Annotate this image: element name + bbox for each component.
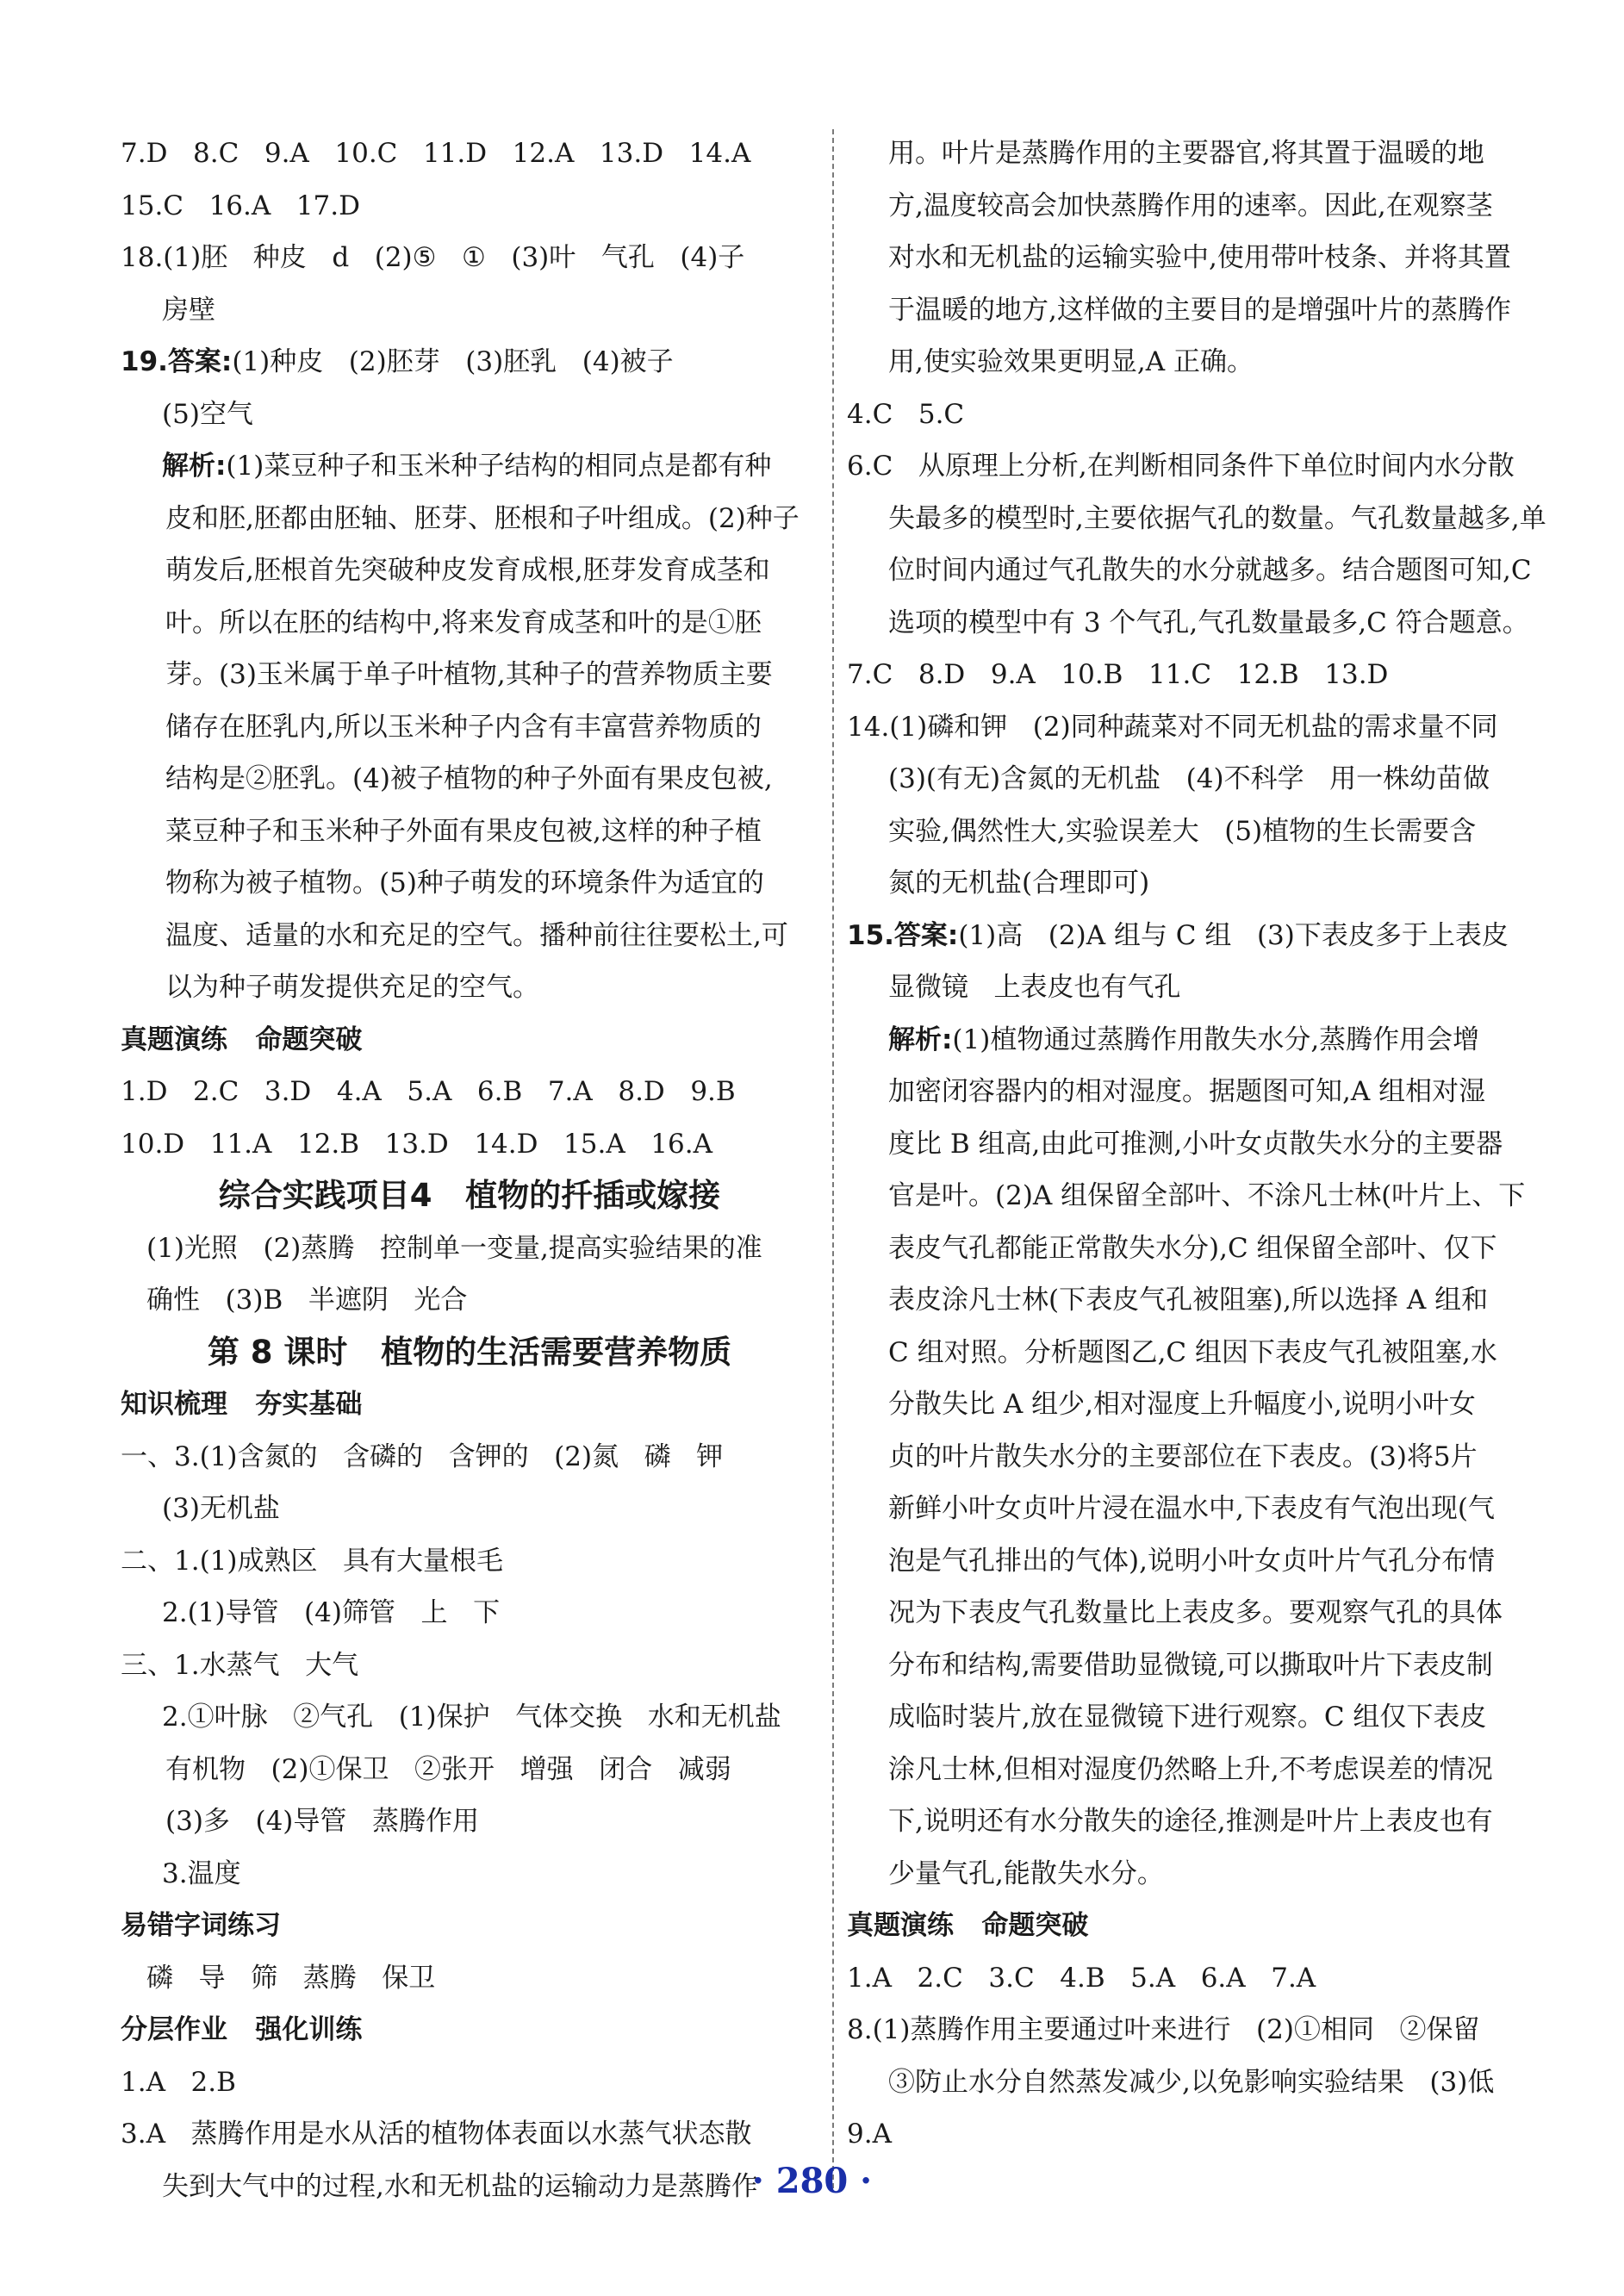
line-text: 7.D 8.C 9.A 10.C 11.D 12.A 13.D 14.A [121,138,751,169]
line-text: 表皮涂凡士林(下表皮气孔被阻塞),所以选择 A 组和 [888,1285,1489,1316]
text-line [847,961,1546,1014]
line-text: 8.(1)蒸腾作用主要通过叶来进行 (2)①相同 ②保留 [847,2014,1480,2045]
text-line [121,1848,818,1901]
text-line [847,597,1546,650]
text-line [121,753,818,806]
answer-label: 解析: [162,451,227,482]
left-column [121,128,818,2212]
line-text: 14.(1)磷和钾 (2)同种蔬菜对不同无机盐的需求量不同 [847,711,1498,743]
text-line [121,1795,818,1848]
text-line [847,1640,1546,1692]
text-line [121,128,818,180]
line-text: (3)无机盐 [162,1493,280,1524]
text-line [121,1223,818,1275]
text-line [121,1274,818,1327]
line-text: 储存在胚乳内,所以玉米种子内含有丰富营养物质的 [165,711,762,743]
text-line [847,2056,1546,2109]
lesson-title [121,1327,818,1379]
text-line [847,1118,1546,1171]
text-line [121,440,818,493]
line-text: 3.A 蒸腾作用是水从活的植物体表面以水蒸气状态散 [121,2119,752,2150]
line-text: ③防止水分自然蒸发减少,以免影响实验结果 (3)低 [888,2066,1495,2098]
line-text: 分层作业 强化训练 [121,2014,363,2045]
line-text: C 组对照。分析题图乙,C 组因下表皮气孔被阻塞,水 [888,1336,1497,1368]
text-line [847,753,1546,806]
line-text: 有机物 (2)①保卫 ②张开 增强 闭合 减弱 [165,1753,731,1785]
text-line [847,1795,1546,1848]
line-text: 失到大气中的过程,水和无机盐的运输动力是蒸腾作 [162,2170,758,2202]
text-line [847,232,1546,284]
line-text: 用,使实验效果更明显,A 正确。 [888,346,1254,377]
line-text: 确性 (3)B 半遮阴 光合 [146,1285,468,1316]
line-text: 度比 B 组高,由此可推测,小叶女贞散失水分的主要器 [888,1128,1503,1160]
text-line [121,232,818,284]
text-line [121,1952,818,2005]
line-text: 菜豆种子和玉米种子外面有果皮包被,这样的种子植 [165,815,762,847]
line-text: 磷 导 筛 蒸腾 保卫 [146,1962,436,1994]
text-line [847,180,1546,233]
text-line [847,1744,1546,1796]
section-heading [121,2004,818,2056]
line-text: 第 8 课时 植物的生活需要营养物质 [207,1333,732,1371]
text-line [121,1118,818,1171]
text-line [121,1483,818,1535]
line-text: 少量气孔,能散失水分。 [888,1857,1164,1889]
text-line [847,2004,1546,2056]
text-line [121,544,818,597]
line-text: 选项的模型中有 3 个气孔,气孔数量最多,C 符合题意。 [888,607,1529,638]
text-line [121,1640,818,1692]
line-text: 15.C 16.A 17.D [121,190,360,221]
right-column [847,128,1546,2161]
line-text: 用。叶片是蒸腾作用的主要器官,将其置于温暖的地 [888,138,1484,169]
text-line [847,389,1546,441]
text-line [121,649,818,701]
text-line [121,806,818,858]
text-line [121,961,818,1014]
line-text: 氮的无机盐(合理即可) [888,868,1150,899]
line-text: (3)(有无)含氮的无机盐 (4)不科学 用一株幼苗做 [888,763,1490,794]
line-text: (1)光照 (2)蒸腾 控制单一变量,提高实验结果的准 [146,1232,762,1264]
line-text: 温度、适量的水和充足的空气。播种前往往要松土,可 [165,919,788,951]
line-text: 以为种子萌发提供充足的空气。 [165,972,539,1003]
text-line [847,1223,1546,1275]
line-text: 泡是气孔排出的气体),说明小叶女贞叶片气孔分布情 [888,1545,1495,1577]
text-line [121,389,818,441]
answer-label: 19.答案: [121,346,233,377]
line-text: 实验,偶然性大,实验误差大 (5)植物的生长需要含 [888,815,1477,847]
text-line [121,336,818,389]
line-text: 三、1.水蒸气 大气 [121,1649,359,1681]
text-line [847,544,1546,597]
answer-label: 解析: [888,1024,953,1055]
text-line [121,284,818,337]
text-line [121,1535,818,1588]
line-text: 况为下表皮气孔数量比上表皮多。要观察气孔的具体 [888,1597,1503,1628]
text-line [121,180,818,233]
line-text: 7.C 8.D 9.A 10.B 11.C 12.B 13.D [847,659,1389,690]
text-line [121,1066,818,1118]
text-line [121,1691,818,1744]
text-line [121,2056,818,2109]
line-text: 于温暖的地方,这样做的主要目的是增强叶片的蒸腾作 [888,294,1511,326]
text-line [847,284,1546,337]
text-line [847,649,1546,701]
text-line [121,493,818,545]
line-text: 10.D 11.A 12.B 13.D 14.D 15.A 16.A [121,1128,712,1160]
line-text: 9.A [847,2119,892,2150]
text-line [847,1848,1546,1901]
section-heading [121,1378,818,1431]
line-text: 皮和胚,胚都由胚轴、胚芽、胚根和子叶组成。(2)种子 [165,502,800,534]
section-heading [121,1900,818,1952]
line-text: 一、3.(1)含氮的 含磷的 含钾的 (2)氮 磷 钾 [121,1440,724,1472]
text-line [121,1744,818,1796]
text-line [847,2108,1546,2161]
text-line [121,597,818,650]
text-line [847,857,1546,910]
text-line [847,1014,1546,1067]
text-line [847,1483,1546,1535]
section-heading [847,1900,1546,1952]
text-line [847,1587,1546,1640]
line-text: (3)多 (4)导管 蒸腾作用 [165,1806,479,1837]
line-text: 叶。所以在胚的结构中,将来发育成茎和叶的是①胚 [165,607,762,638]
line-text: 显微镜 上表皮也有气孔 [888,972,1181,1003]
line-text: 位时间内通过气孔散失的水分就越多。结合题图可知,C [888,555,1532,586]
text-line [847,1535,1546,1588]
text-line [847,1274,1546,1327]
line-text: (1)植物通过蒸腾作用散失水分,蒸腾作用会增 [952,1024,1480,1055]
text-line [121,857,818,910]
line-text: 18.(1)胚 种皮 d (2)⑤ ① (3)叶 气孔 (4)子 [121,242,745,273]
text-line [847,1066,1546,1118]
line-text: 真题演练 命题突破 [847,1910,1089,1941]
line-text: 易错字词练习 [121,1910,281,1941]
line-text: 成临时装片,放在显微镜下进行观察。C 组仅下表皮 [888,1702,1487,1733]
text-line [121,1587,818,1640]
line-text: 2.①叶脉 ②气孔 (1)保护 气体交换 水和无机盐 [162,1702,781,1733]
line-text: 失最多的模型时,主要依据气孔的数量。气孔数量越多,单 [888,502,1546,534]
section-heading [121,1014,818,1067]
line-text: 二、1.(1)成熟区 具有大量根毛 [121,1545,504,1577]
text-line [121,2108,818,2161]
line-text: (1)种皮 (2)胚芽 (3)胚乳 (4)被子 [232,346,674,377]
line-text: 涂凡士林,但相对湿度仍然略上升,不考虑误差的情况 [888,1753,1493,1785]
text-line [847,1327,1546,1379]
line-text: 1.A 2.C 3.C 4.B 5.A 6.A 7.A [847,1962,1316,1994]
line-text: (1)高 (2)A 组与 C 组 (3)下表皮多于上表皮 [958,919,1509,951]
column-divider [832,129,834,2188]
line-text: 1.A 2.B [121,2066,236,2098]
line-text: 2.(1)导管 (4)筛管 上 下 [162,1597,501,1628]
text-line [847,440,1546,493]
text-line [847,806,1546,858]
line-text: 4.C 5.C [847,398,965,430]
line-text: 6.C 从原理上分析,在判断相同条件下单位时间内水分散 [847,451,1515,482]
text-line [121,1431,818,1484]
line-text: 结构是②胚乳。(4)被子植物的种子外面有果皮包被, [165,763,773,794]
text-line [847,1431,1546,1484]
text-line [847,1170,1546,1223]
line-text: 表皮气孔都能正常散失水分),C 组保留全部叶、仅下 [888,1232,1497,1264]
line-text: 对水和无机盐的运输实验中,使用带叶枝条、并将其置 [888,242,1511,273]
answer-label: 15.答案: [847,919,959,951]
line-text: 3.温度 [162,1857,241,1889]
line-text: 真题演练 命题突破 [121,1024,363,1055]
line-text: 方,温度较高会加快蒸腾作用的速率。因此,在观察茎 [888,190,1493,221]
line-text: 官是叶。(2)A 组保留全部叶、不涂凡士林(叶片上、下 [888,1180,1526,1211]
line-text: 加密闭容器内的相对湿度。据题图可知,A 组相对湿 [888,1076,1486,1107]
text-line [847,493,1546,545]
line-text: 芽。(3)玉米属于单子叶植物,其种子的营养物质主要 [165,659,773,690]
line-text: 房壁 [162,294,215,326]
line-text: (1)菜豆种子和玉米种子结构的相同点是都有种 [226,451,772,482]
text-line [847,128,1546,180]
line-text: 综合实践项目4 植物的扦插或嫁接 [218,1177,721,1214]
text-line [121,701,818,754]
line-text: (5)空气 [162,398,253,430]
text-line [847,1691,1546,1744]
line-text: 分散失比 A 组少,相对湿度上升幅度小,说明小叶女 [888,1389,1476,1420]
text-line [847,701,1546,754]
text-line [847,336,1546,389]
text-line [121,910,818,962]
lesson-title [121,1170,818,1223]
line-text: 贞的叶片散失水分的主要部位在下表皮。(3)将5片 [888,1440,1478,1472]
line-text: 下,说明还有水分散失的途径,推测是叶片上表皮也有 [888,1806,1493,1837]
line-text: 知识梳理 夯实基础 [121,1389,363,1420]
line-text: 分布和结构,需要借助显微镜,可以撕取叶片下表皮制 [888,1649,1493,1681]
line-text: 1.D 2.C 3.D 4.A 5.A 6.B 7.A 8.D 9.B [121,1076,736,1107]
line-text: 萌发后,胚根首先突破种皮发育成根,胚芽发育成茎和 [165,555,770,586]
text-line [847,1952,1546,2005]
page-number: · 280 · [751,2161,873,2201]
text-line [847,1378,1546,1431]
line-text: 物称为被子植物。(5)种子萌发的环境条件为适宜的 [165,868,764,899]
text-line [847,910,1546,962]
line-text: 新鲜小叶女贞叶片浸在温水中,下表皮有气泡出现(气 [888,1493,1495,1524]
